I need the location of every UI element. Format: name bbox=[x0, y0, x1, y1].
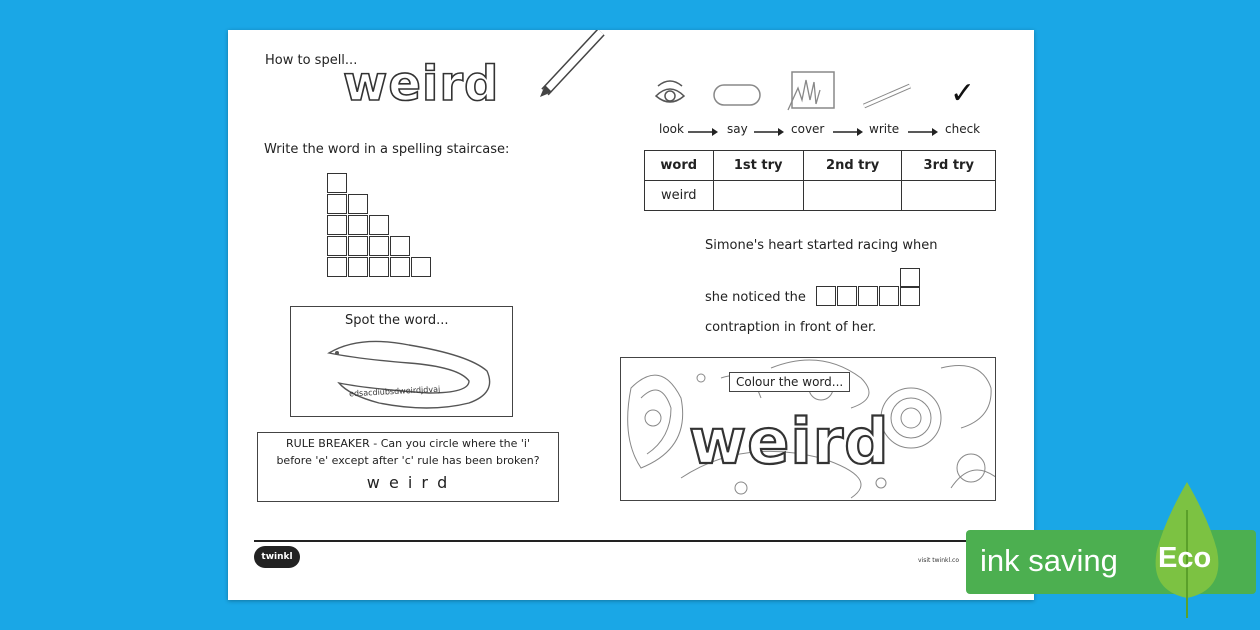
table-header: word bbox=[645, 151, 714, 181]
table-header-row bbox=[645, 151, 996, 181]
rule-breaker-box bbox=[257, 432, 559, 502]
table-row bbox=[645, 181, 996, 211]
sentence-line-2: she noticed the bbox=[705, 290, 806, 305]
spot-the-word-box bbox=[290, 306, 513, 417]
rule-line-1: RULE BREAKER - Can you circle where the 'i' bbox=[286, 437, 530, 450]
mouth-icon bbox=[712, 82, 764, 108]
table-header: 3rd try bbox=[902, 151, 996, 181]
title-word: weird bbox=[343, 56, 500, 112]
snake-icon bbox=[319, 333, 499, 413]
footer-divider bbox=[254, 540, 1006, 542]
rule-line-2: before 'e' except after 'c' rule has been broken? bbox=[276, 454, 540, 467]
check-icon: ✓ bbox=[950, 76, 976, 111]
ink-saving-label: ink saving bbox=[980, 543, 1118, 578]
colour-title: Colour the word... bbox=[729, 372, 850, 392]
spot-letters: edsacdiubsdweirdjdvaj bbox=[348, 384, 441, 399]
eco-label: Eco bbox=[1158, 542, 1212, 574]
step-say: say bbox=[727, 122, 748, 136]
arrow-icon bbox=[688, 127, 718, 137]
sentence-line-1: Simone's heart started racing when bbox=[705, 238, 938, 253]
sentence-line-3: contraption in front of her. bbox=[705, 320, 877, 335]
rule-word[interactable]: w e i r d bbox=[366, 473, 450, 492]
sentence-word-boxes[interactable] bbox=[816, 268, 926, 308]
step-cover: cover bbox=[791, 122, 825, 136]
pencil-icon bbox=[533, 30, 608, 100]
how-to-spell-label: How to spell... bbox=[265, 53, 358, 68]
pencil-write-icon bbox=[858, 82, 914, 112]
table-cell-try[interactable] bbox=[902, 181, 996, 211]
colour-word[interactable]: weird bbox=[689, 405, 890, 478]
footer-url[interactable]: visit twinkl.co bbox=[918, 557, 960, 564]
worksheet bbox=[228, 30, 1034, 600]
step-write: write bbox=[869, 122, 900, 136]
step-look: look bbox=[659, 122, 684, 136]
hand-cover-icon bbox=[784, 70, 838, 114]
twinkl-logo: twinkl bbox=[254, 546, 300, 568]
tries-table bbox=[644, 150, 996, 211]
table-cell-try[interactable] bbox=[803, 181, 902, 211]
arrow-icon bbox=[833, 127, 863, 137]
arrow-icon bbox=[908, 127, 938, 137]
table-cell-word: weird bbox=[645, 181, 714, 211]
step-check: check bbox=[945, 122, 981, 136]
eye-icon bbox=[652, 78, 688, 110]
table-cell-try[interactable] bbox=[713, 181, 803, 211]
spelling-staircase[interactable] bbox=[327, 173, 447, 278]
table-header: 2nd try bbox=[803, 151, 902, 181]
arrow-icon bbox=[754, 127, 784, 137]
spot-title: Spot the word... bbox=[345, 313, 449, 328]
colour-the-word-panel bbox=[620, 357, 996, 501]
table-header: 1st try bbox=[713, 151, 803, 181]
staircase-instruction: Write the word in a spelling staircase: bbox=[264, 142, 510, 157]
